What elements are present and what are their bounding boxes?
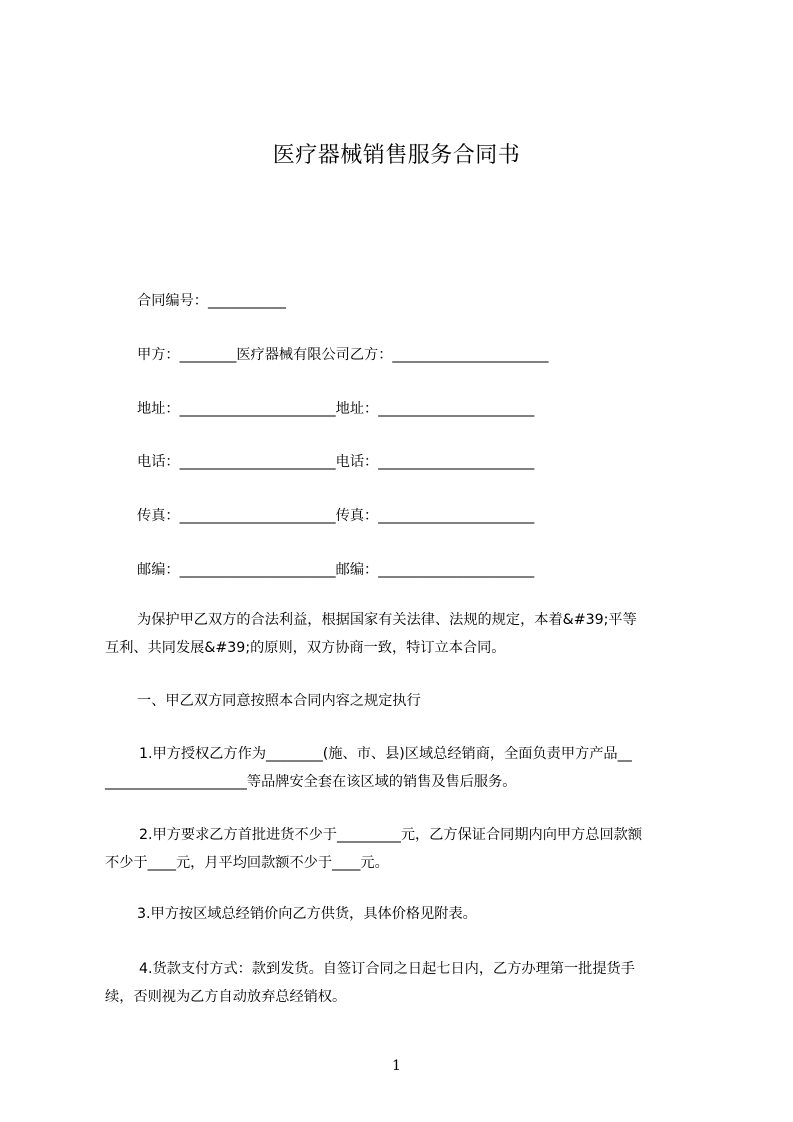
phone-line: 电话：______________________电话：______________________ bbox=[137, 454, 535, 470]
contract-number-line: 合同编号：___________ bbox=[137, 293, 286, 309]
clause-4-line-2: 续，否则视为乙方自动放弃总经销权。 bbox=[105, 989, 347, 1005]
fax-line: 传真：______________________传真：______________________ bbox=[137, 508, 535, 524]
preamble-line-1: 为保护甲乙双方的合法利益，根据国家有关法律、法规的规定，本着&#39;平等 bbox=[137, 612, 637, 628]
address-line: 地址：______________________地址：______________________ bbox=[137, 401, 535, 417]
clause-1-line-2: ____________________等品牌安全套在该区域的销售及售后服务。 bbox=[105, 774, 517, 790]
clause-2-line-2: 不少于____元，月平均回款额不少于____元。 bbox=[105, 855, 389, 871]
parties-line: 甲方：________医疗器械有限公司乙方：______________________ bbox=[137, 347, 549, 363]
page-number: 1 bbox=[392, 1058, 401, 1074]
preamble-line-2: 互利、共同发展&#39;的原则，双方协商一致，特订立本合同。 bbox=[105, 640, 506, 656]
clause-1-line-1: 1.甲方授权乙方作为________(施、市、县)区域总经销商，全面负责甲方产品__ bbox=[139, 746, 632, 762]
clause-4-line-1: 4.货款支付方式：款到发货。自签订合同之日起七日内，乙方办理第一批提货手 bbox=[139, 961, 635, 977]
clause-3: 3.甲方按区域总经销价向乙方供货，具体价格见附表。 bbox=[137, 906, 477, 922]
clause-2-line-1: 2.甲方要求乙方首批进货不少于_________元，乙方保证合同期内向甲方总回款额 bbox=[139, 827, 643, 843]
document-title: 医疗器械销售服务合同书 bbox=[272, 143, 521, 168]
section-1-heading: 一、甲乙双方同意按照本合同内容之规定执行 bbox=[137, 693, 421, 709]
postcode-line: 邮编：______________________邮编：______________________ bbox=[137, 562, 535, 578]
